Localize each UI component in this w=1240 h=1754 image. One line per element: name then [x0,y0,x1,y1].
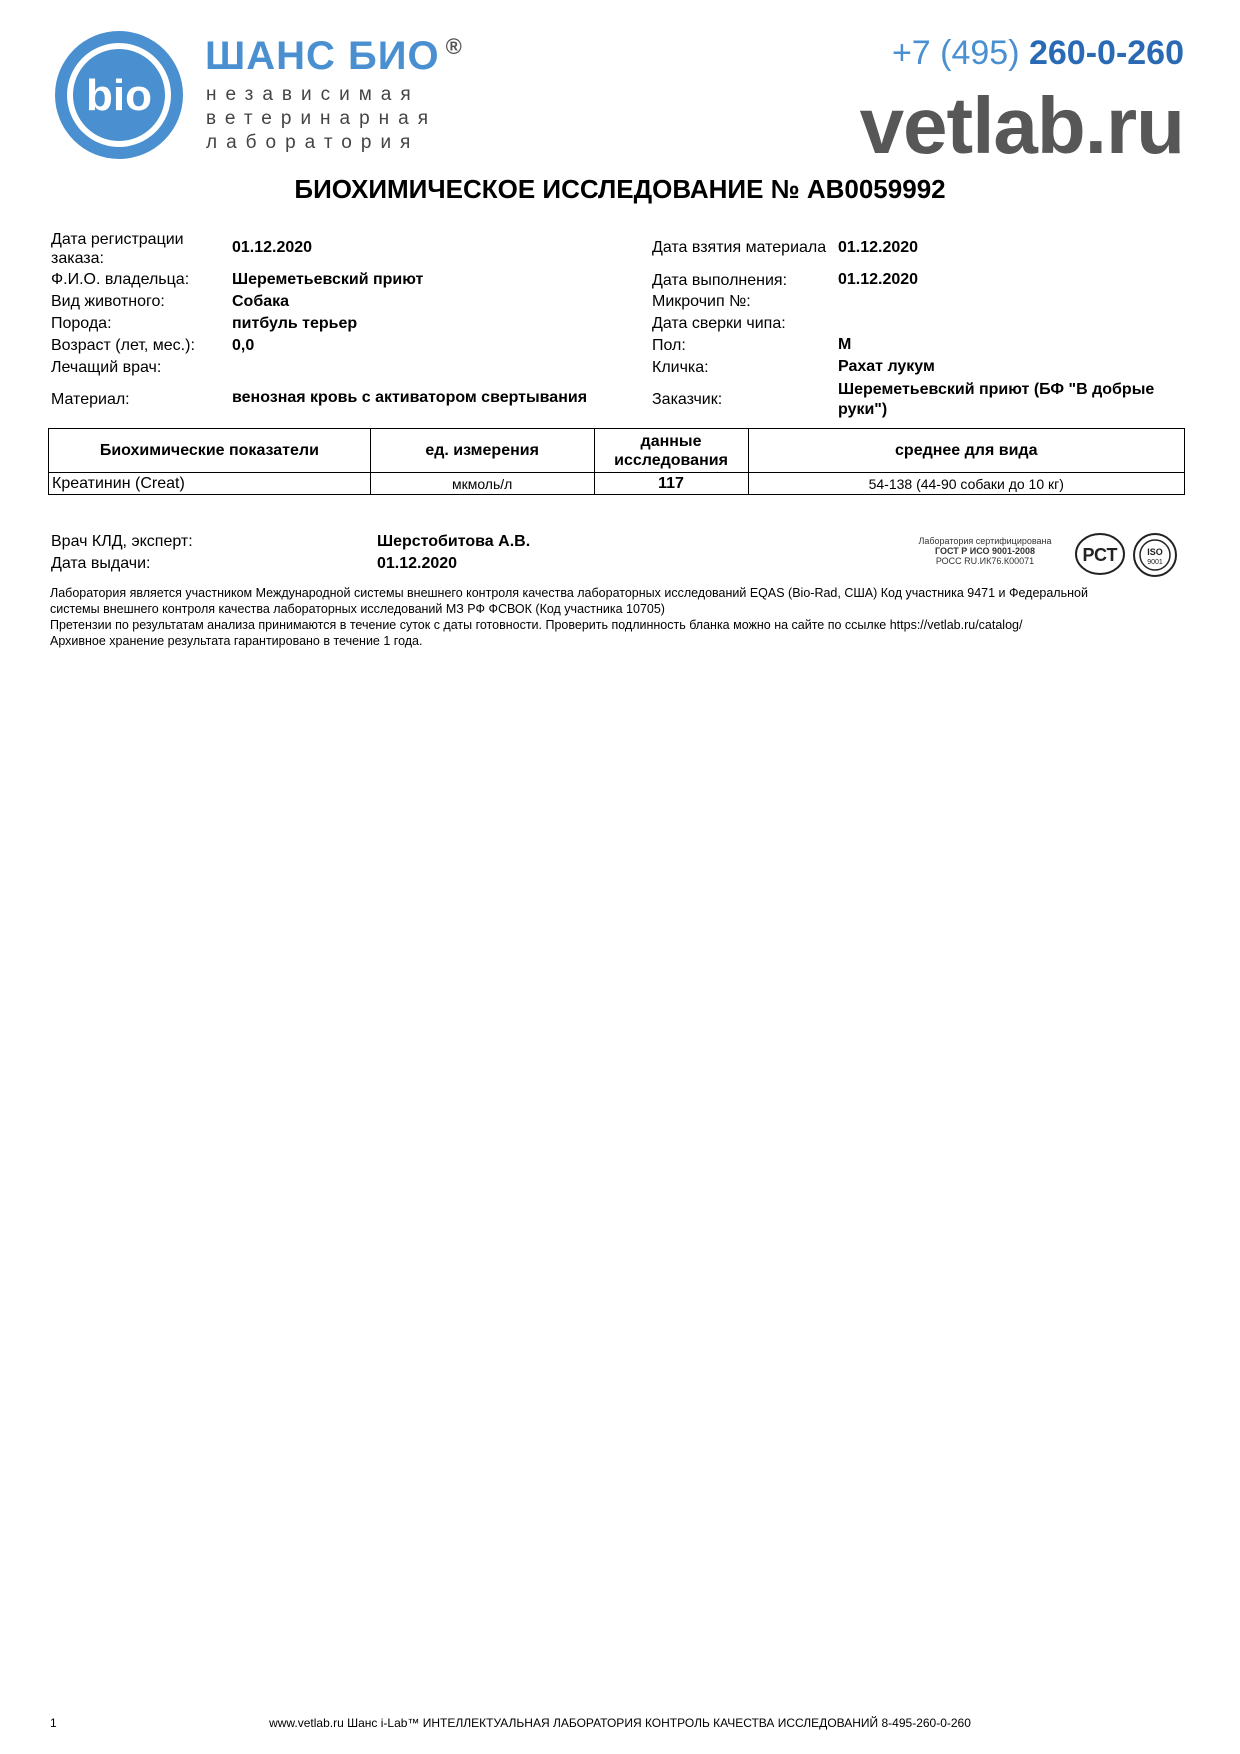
rst-certification-icon [1074,532,1126,576]
label-microchip: Микрочип №: [652,293,751,310]
label-owner: Ф.И.О. владельца: [51,271,190,288]
value-doctor: Шерстобитова А.В. [377,533,531,550]
label-doctor: Врач КЛД, эксперт: [51,533,193,550]
iso-certification-icon [1132,532,1178,578]
site-logo-text: vetlab.ru [859,81,1184,170]
cell-reference: 54-138 (44-90 собаки до 10 кг) [748,473,1185,495]
value-species: Собака [232,293,290,310]
value-issue-date: 01.12.2020 [377,555,458,572]
label-chip-check-date: Дата сверки чипа: [652,315,786,332]
label-vet: Лечащий врач: [51,359,162,376]
certification-text: Лаборатория сертифицирована ГОСТ Р ИСО 9001-2008 РОСС RU.ИК76.К00071 [918,536,1052,566]
value-owner: Шереметьевский приют [232,271,424,288]
header-result: данные исследования [594,429,748,473]
label-customer: Заказчик: [652,391,723,408]
label-sample-date: Дата взятия материала [652,239,827,256]
value-registration-date: 01.12.2020 [232,239,313,256]
header-indicator: Биохимические показатели [49,429,371,473]
value-breed: питбуль терьер [232,315,358,332]
notes [50,585,1190,649]
cell-result: 117 [594,473,748,495]
results-table [48,428,1185,495]
svg-text:ISO: ISO [1147,547,1163,557]
footer-text: www.vetlab.ru Шанс i-Lab™ ИНТЕЛЛЕКТУАЛЬНАЯ ЛАБОРАТОРИЯ КОНТРОЛЬ КАЧЕСТВА ИССЛЕДОВАНИЙ 8-495-260-0-260 [269,1716,971,1730]
value-completion-date: 01.12.2020 [838,271,919,288]
document-title: БИОХИМИЧЕСКОЕ ИССЛЕДОВАНИЕ № AB0059992 [294,174,946,204]
note-line: Лаборатория является участником Международной системы внешнего контроля качества лабораторных исследований EQAS (Bio-Rad, США) Код участника 9471 и Федеральной [50,586,1088,600]
brand-subtitle-3: лаборатория [206,132,420,153]
value-nickname: Рахат лукум [838,358,935,375]
value-customer: Шереметьевский приют (БФ "В добрые руки") [838,381,1155,418]
value-age: 0,0 [232,337,255,354]
svg-text:РСТ: РСТ [1082,545,1118,565]
svg-text:9001: 9001 [1147,559,1163,566]
label-breed: Порода: [51,315,112,332]
note-line: Претензии по результатам анализа принимаются в течение суток с даты готовности. Проверить подлинность бланка можно на сайте по ссылке https://vetlab.ru/catalog/ [50,618,1023,632]
label-species: Вид животного: [51,293,165,310]
table-header-row [49,429,1185,473]
note-line: системы внешнего контроля качества лабораторных исследований МЗ РФ ФСВОК (Код участника 10705) [50,602,665,616]
label-issue-date: Дата выдачи: [51,555,151,572]
note-line: Архивное хранение результата гарантировано в течение 1 года. [50,634,423,648]
label-registration-date: Дата регистрации заказа: [51,231,184,267]
cell-indicator: Креатинин (Creat) [49,473,371,495]
value-sample-date: 01.12.2020 [838,239,919,256]
table-row [49,473,1185,495]
brand-name: ШАНС БИО ® [205,34,463,78]
registered-mark: ® [445,34,463,59]
label-sex: Пол: [652,337,686,354]
label-completion-date: Дата выполнения: [652,272,788,289]
header-reference: среднее для вида [748,429,1185,473]
cell-unit: мкмоль/л [370,473,594,495]
label-material: Материал: [51,391,130,408]
value-sex: М [838,336,852,353]
page-number: 1 [50,1716,57,1730]
header-unit: ед. измерения [370,429,594,473]
brand-subtitle-1: независимая [206,84,420,105]
phone-number: +7 (495) 260-0-260 [891,34,1184,72]
lab-logo [52,28,186,162]
label-age: Возраст (лет, мес.): [51,337,195,354]
label-nickname: Кличка: [652,359,709,376]
brand-subtitle-2: ветеринарная [206,108,438,129]
letterhead [0,0,1240,175]
value-material: венозная кровь с активатором свертывания [232,389,588,406]
logo-text: bio [86,71,152,120]
